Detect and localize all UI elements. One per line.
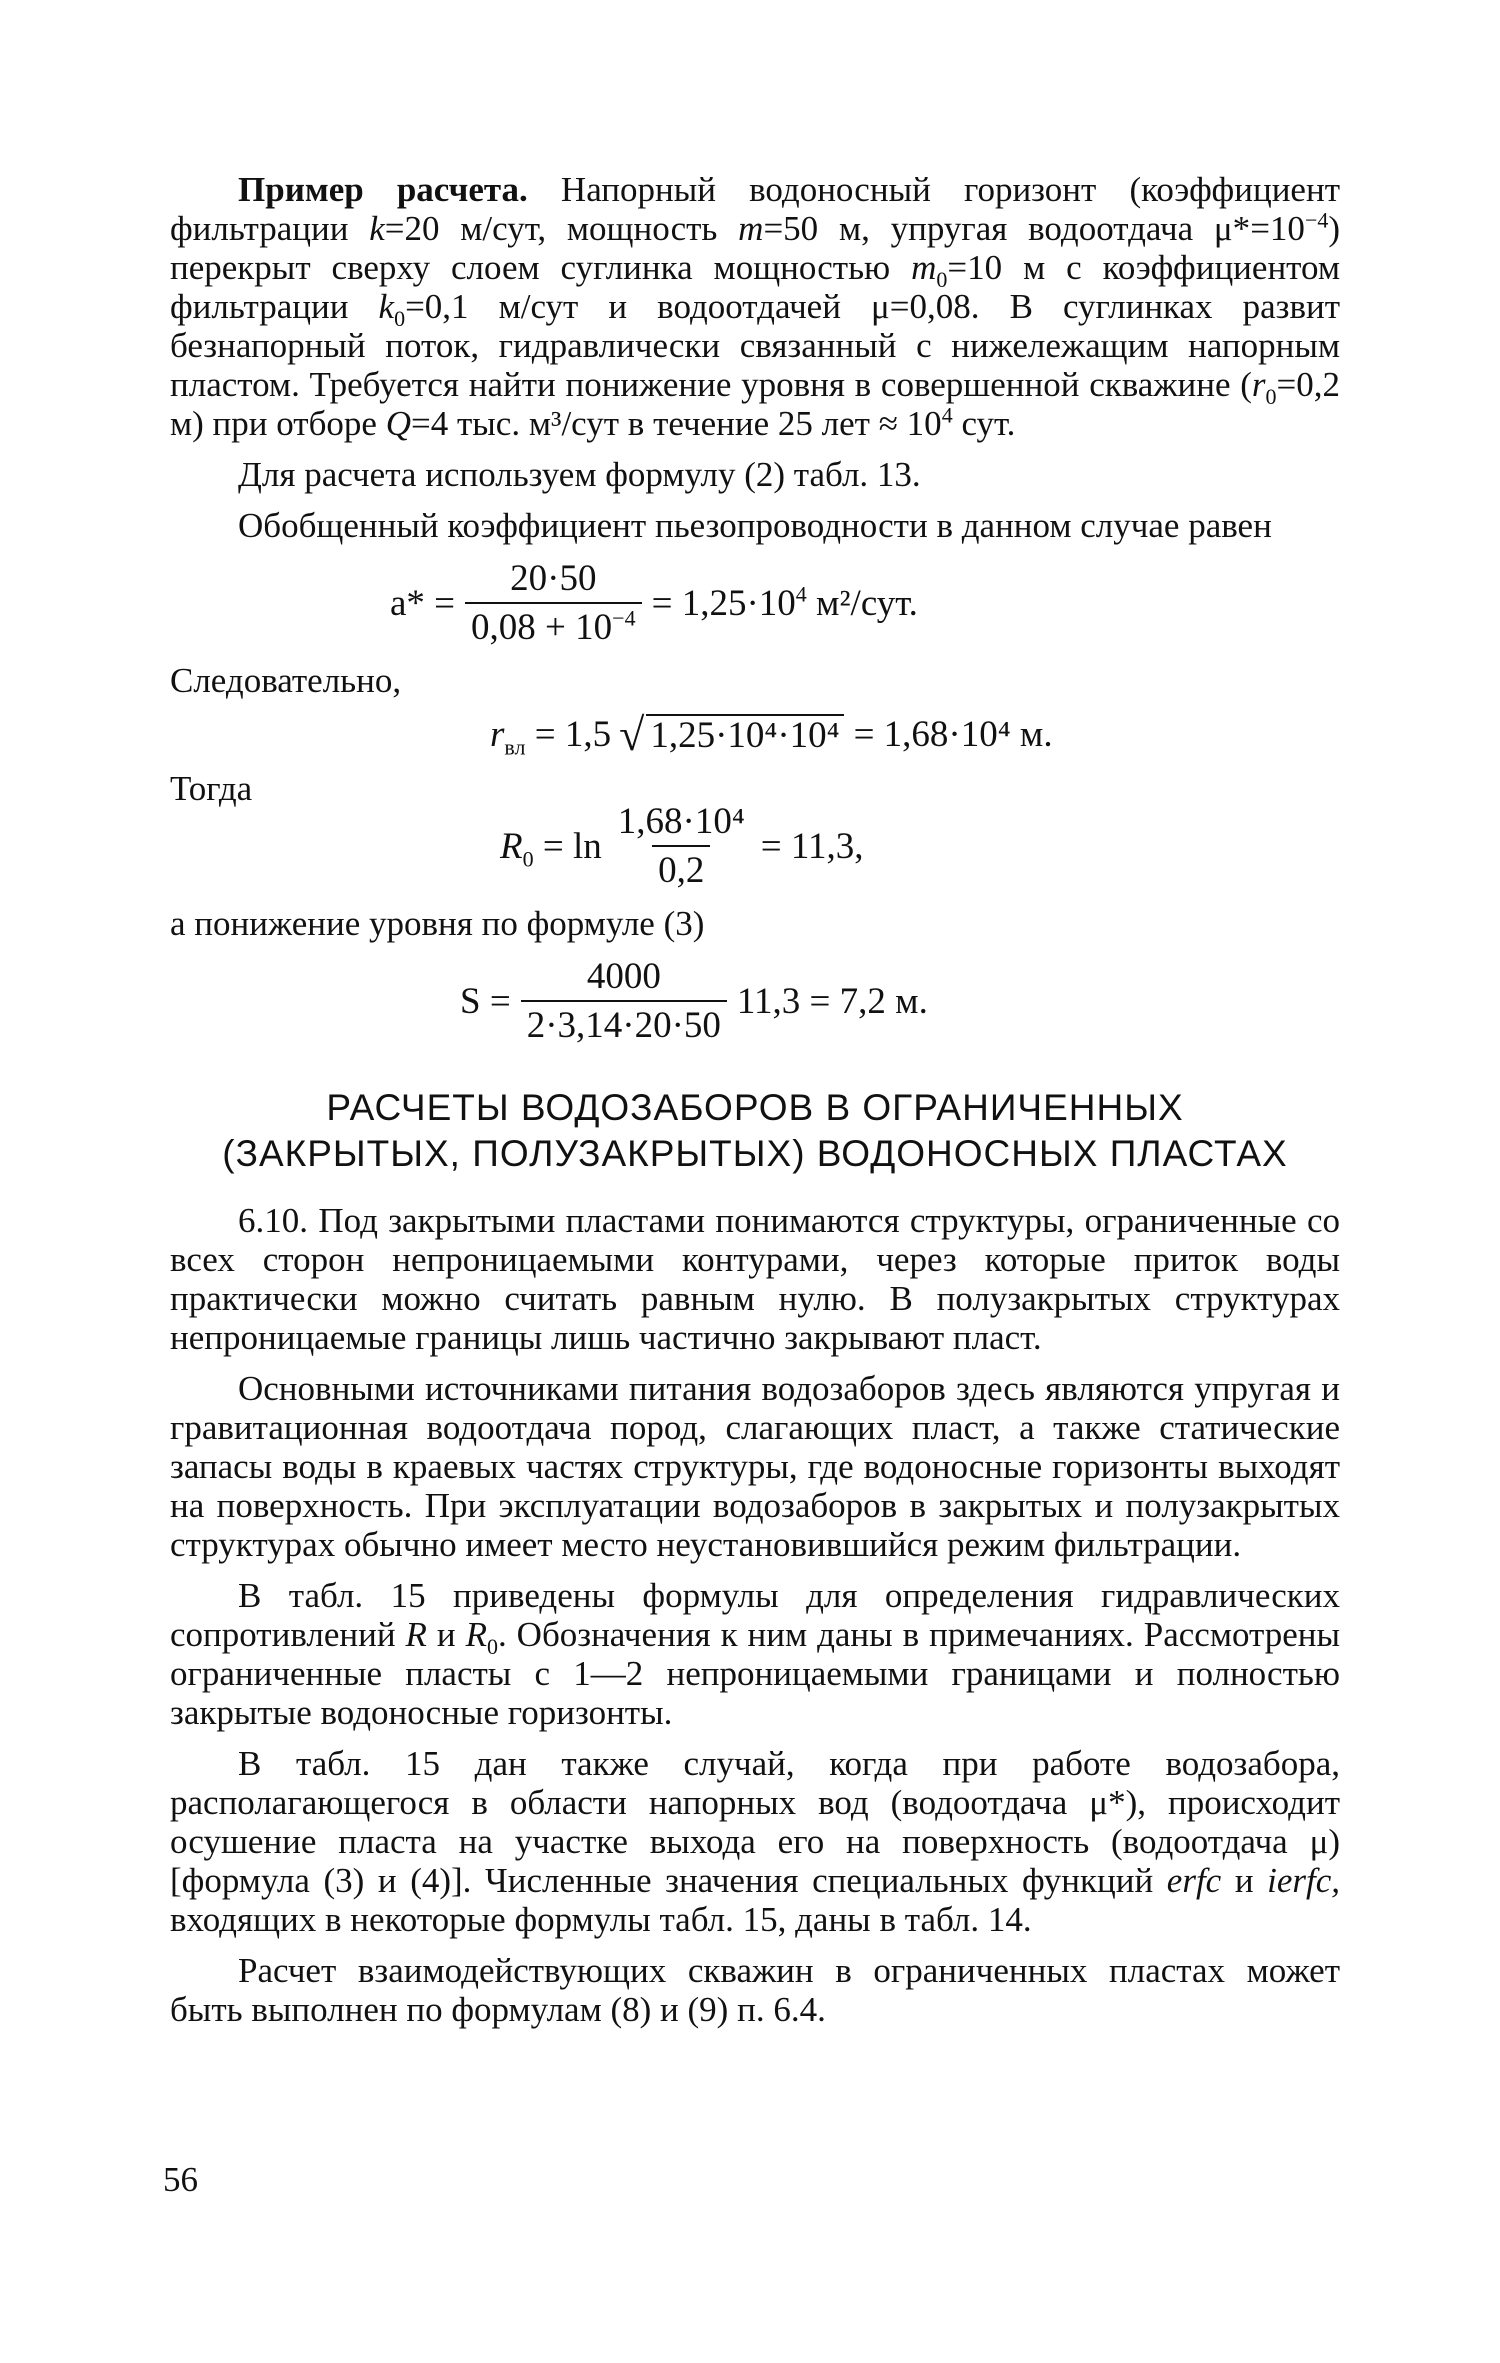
exponent: 4: [941, 402, 953, 428]
paragraph-drainage-case: [170, 1744, 1340, 1939]
exponent: −4: [1304, 207, 1329, 233]
formula-rhs: 11,3 = 7,2 м.: [736, 980, 928, 1022]
paragraph-coefficient: Обобщенный коэффициент пьезопроводности в данном случае равен: [238, 506, 1272, 545]
paragraph-example: Пример расчета. Напорный водоносный горизонт (коэффициент фильтрации k=20 м/сут, мощность m=50 м, упругая водоотдача $\mu*=10^{-4}$) перекрыт сверху слоем суглинка мощностью $m_0=10$ м с коэффициентом фильтрации $k_0=0,1$ м/сут и водоотдачей μ=0,08. В суглинках развит безнапорный поток, гидравлически связанный с нижележащим напорным пластом. Требуется найти понижение уровня в совершенной скважине ($r_0=0,2$ м) при отборе Q=4 тыс. м³/сут в течение 25 лет ≈ $10^4$ сут.: [170, 170, 1341, 443]
text-run: В табл. 15 приведены формулы для определения гидравлических сопротивлений: [170, 1576, 1340, 1654]
paragraph-6-10: 6.10. Под закрытыми пластами понимаются структуры, ограниченные со всех сторон непроницаемыми контурами, через которые приток воды практически можно считать равным нулю. В полузакрытых структурах непроницаемые границы лишь частично закрывают пласт.: [170, 1201, 1340, 1357]
denominator: 0,2: [652, 845, 710, 890]
radical-sign-icon: √: [619, 709, 645, 760]
function-name: erfc: [1166, 1861, 1222, 1900]
text-run: и: [1234, 1861, 1254, 1900]
formula-rhs: = $1,25\cdot 10^4$ м²/сут.: [651, 581, 918, 624]
formula-s: [460, 957, 1340, 1045]
label-lowering: а понижение уровня по формуле (3): [170, 904, 705, 943]
numerator: 1,68·10⁴: [617, 801, 745, 842]
paragraph-table-15: В табл. 15 приведены формулы для определения гидравлических сопротивлений R и $R_0$. Обозначения к ним даны в примечаниях. Рассмотрены ограниченные пласты с 1—2 непроницаемыми границами и полностью закрытые водоносные горизонты.: [170, 1576, 1341, 1732]
fraction: [465, 559, 642, 647]
text-run: и: [436, 1615, 456, 1654]
label-therefore: Следовательно,: [170, 661, 402, 700]
text-run: сут.: [952, 404, 1016, 443]
formula-r0: [500, 802, 1340, 890]
paragraph-use-formula: Для расчета используем формулу (2) табл. 13.: [238, 455, 921, 494]
heading-line-1: РАСЧЕТЫ ВОДОЗАБОРОВ В ОГРАНИЧЕННЫХ: [326, 1087, 1184, 1128]
text-run: =0,08. В суглинках развит безнапорный поток, гидравлически связанный с нижележащим напорным пластом. Требуется найти понижение уровня в совершенной скважине (: [170, 287, 1341, 404]
radicand: 1,25·10⁴·10⁴: [646, 714, 843, 755]
paragraph-interacting-wells: Расчет взаимодействующих скважин в ограниченных пластах может быть выполнен по формулам (8) и (9) п. 6.4.: [170, 1951, 1340, 2029]
text-run: . Обозначения к ним даны в примечаниях. Рассмотрены ограниченные пласты с 1—2 непроницаемыми границами и полностью закрытые водоносные горизонты.: [170, 1615, 1341, 1732]
text-run: =20 м/сут, мощность: [384, 209, 718, 248]
denominator-text: 0,08 + 10: [471, 607, 613, 648]
formula-a-star: [390, 559, 1340, 647]
heading-line-2: (ЗАКРЫТЫХ, ПОЛУЗАКРЫТЫХ) ВОДОНОСНЫХ ПЛАСТАХ: [222, 1133, 1288, 1174]
fraction: [612, 802, 751, 890]
numerator: 4000: [586, 956, 661, 997]
text-run: =0,2 м) при отборе: [170, 365, 1340, 443]
example-lead: Пример расчета.: [238, 170, 528, 209]
text-run: входящих в некоторые формулы табл. 15, даны в табл. 14.: [170, 1900, 1032, 1939]
formula-rhs: = 1,68·10⁴ м.: [853, 714, 1053, 755]
formula-lhs: $r_{вл} = 1,5$: [490, 714, 612, 760]
text-run: В табл. 15 дан также случай, когда при работе водозабора, располагающегося в области напорных вод (водоотдача μ*), происходит осушение пласта на участке выхода его на поверхность (водоотдача μ) [формула (3) и (4)]. Численные значения специальных функций: [170, 1744, 1340, 1900]
page-body: [170, 170, 1340, 2029]
square-root: [619, 709, 843, 760]
label-then: Тогда: [170, 769, 253, 808]
page-number: 56: [163, 2160, 198, 2199]
text-run: =10: [1250, 209, 1305, 248]
denominator: 2·3,14·20·50: [521, 1000, 727, 1045]
fraction: [521, 957, 727, 1045]
formula-rhs: = 11,3,: [760, 825, 864, 867]
formula-lhs: S =: [460, 980, 511, 1022]
function-name: ierfc,: [1267, 1861, 1341, 1900]
denominator: [465, 602, 642, 647]
text-run: Напорный водоносный горизонт (коэффициент фильтрации: [170, 170, 1340, 248]
section-heading: [170, 1085, 1340, 1177]
text-run: =4 тыс. м³/сут в течение 25 лет ≈ 10: [410, 404, 942, 443]
formula-r-vl: [490, 709, 1340, 760]
formula-lhs: $R_0 = \ln$: [500, 825, 602, 871]
text-run: =50 м, упругая водоотдача: [763, 209, 1194, 248]
text-run: ) перекрыт сверху слоем суглинка мощностью: [170, 209, 1341, 287]
text-run: =0,1 м/сут и водоотдачей: [405, 287, 841, 326]
formula-lhs: a* =: [390, 582, 456, 624]
numerator: 20·50: [510, 558, 597, 599]
paragraph-sources: Основными источниками питания водозаборов здесь являются упругая и гравитационная водоотдача пород, слагающих пласт, а также статические запасы воды в краевых частях структуры, где водоносные горизонты выходят на поверхность. При эксплуатации водозаборов в закрытых и полузакрытых структурах обычно имеет место неустановившийся режим фильтрации.: [170, 1369, 1340, 1564]
exponent: −4: [612, 605, 636, 631]
text-run: =10 м с коэффициентом фильтрации: [170, 248, 1340, 326]
